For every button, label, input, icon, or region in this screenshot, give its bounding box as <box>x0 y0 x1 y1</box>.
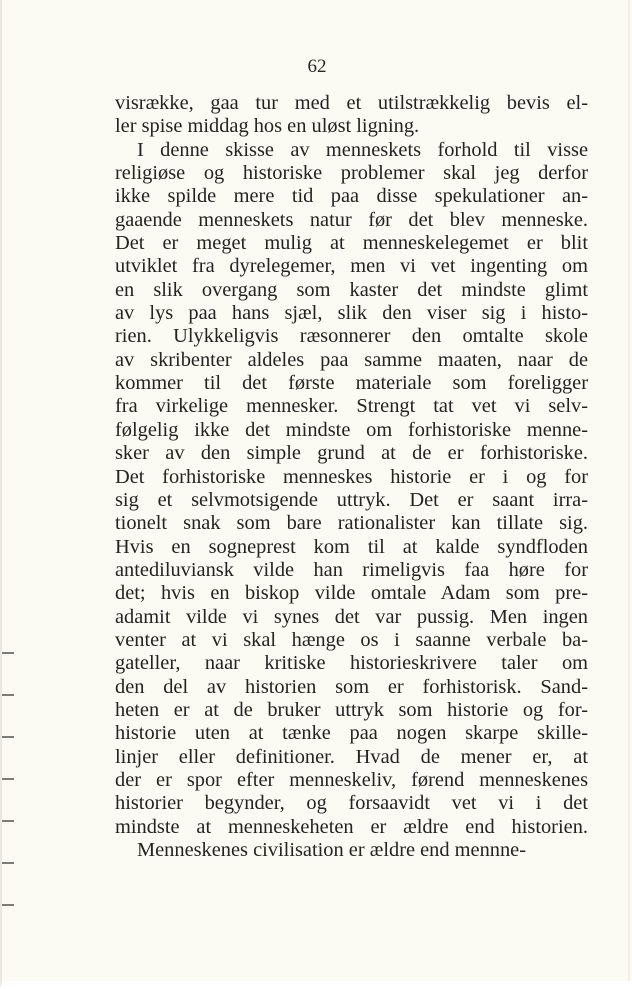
text-line: ler spise middag hos en uløst ligning. <box>115 115 420 138</box>
text-line: ikke spilde mere tid paa disse spekulationer an- <box>115 185 588 208</box>
text-line: mindste at menneskeheten er ældre end historien. <box>115 815 588 838</box>
text-line: Det forhistoriske menneskes historie er i og for <box>115 465 588 488</box>
text-line: gaaende menneskets natur før det blev menneske. <box>115 208 588 231</box>
scan-mark <box>2 820 14 822</box>
body-text <box>115 92 588 862</box>
text-line: rien. Ulykkeligvis ræsonnerer den omtalte skole <box>115 325 588 348</box>
text-line: det; hvis en biskop vilde omtale Adam som pre- <box>115 582 588 605</box>
text-line: av lys paa hans sjæl, slik den viser sig i histo- <box>115 302 588 325</box>
text-line: utviklet fra dyrelegemer, men vi vet ingenting om <box>115 255 588 278</box>
scan-mark <box>2 694 14 696</box>
text-line: historie uten at tænke paa nogen skarpe skille- <box>115 722 588 745</box>
page-number: 62 <box>307 56 327 77</box>
text-line: antediluviansk vilde han rimeligvis faa høre for <box>115 558 588 581</box>
scan-edge-marks <box>2 610 14 989</box>
scan-mark <box>2 652 14 654</box>
text-line: Det er meget mulig at menneskelegemet er blit <box>115 232 588 255</box>
text-line: venter at vi skal hænge os i saanne verbale ba- <box>115 628 588 651</box>
text-line: historier begynder, og forsaavidt vet vi i det <box>115 792 588 815</box>
text-line: en slik overgang som kaster det mindste glimt <box>115 278 588 301</box>
text-line: visrække, gaa tur med et utilstrækkelig bevis el- <box>115 92 588 114</box>
scan-mark <box>2 778 14 780</box>
text-line: religiøse og historiske problemer skal jeg derfor <box>115 162 588 185</box>
text-line: av skribenter aldeles paa samme maaten, naar de <box>115 348 588 371</box>
text-line: adamit vilde vi synes det var pussig. Men ingen <box>115 605 588 628</box>
text-line: Hvis en sogneprest kom til at kalde syndfloden <box>115 535 588 558</box>
scan-mark <box>2 736 14 738</box>
text-line: kommer til det første materiale som foreligger <box>115 372 588 395</box>
text-line: linjer eller definitioner. Hvad de mener er, at <box>115 745 588 768</box>
scan-mark <box>2 904 14 906</box>
text-line: I denne skisse av menneskets forhold til visse <box>137 138 588 161</box>
text-line: følgelig ikke det mindste om forhistoriske menne- <box>115 418 588 441</box>
text-line: fra virkelige mennesker. Strengt tat vet vi selv- <box>115 395 588 418</box>
text-line: heten er at de bruker uttryk som historie og for- <box>115 698 588 721</box>
text-line: sig et selvmotsigende uttryk. Det er saant irra- <box>115 488 588 511</box>
text-line: der er spor efter menneskeliv, førend menneskenes <box>115 768 588 791</box>
text-line: Menneskenes civilisation er ældre end mennne- <box>137 839 527 861</box>
scan-mark <box>2 862 14 864</box>
page-edge <box>628 0 630 989</box>
text-line: gateller, naar kritiske historieskrivere taler om <box>115 652 588 675</box>
text-line: den del av historien som er forhistorisk. Sand- <box>115 675 588 698</box>
text-line: tionelt snak som bare rationalister kan tillate sig. <box>115 512 588 535</box>
text-line: sker av den simple grund at de er forhistoriske. <box>115 442 588 465</box>
